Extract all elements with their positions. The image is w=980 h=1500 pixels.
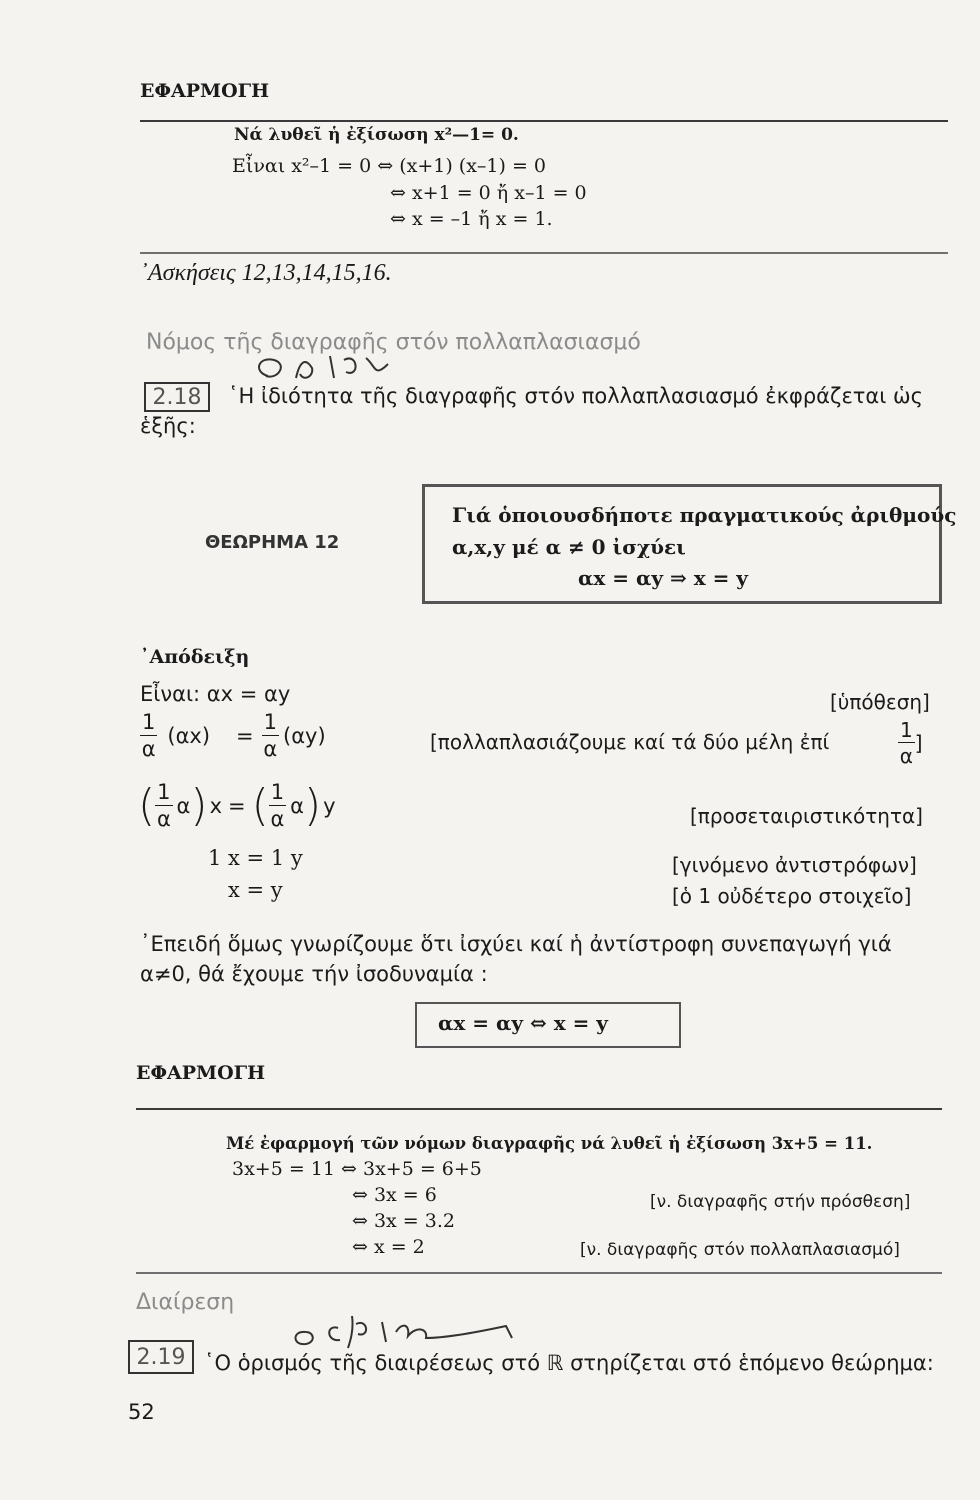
justification: [ν. διαγραφῆς στόν πολλαπλασιασμό] [580, 1240, 900, 1260]
fraction [140, 712, 157, 760]
section-intro: ῾Ο ὁρισμός τῆς διαιρέσεως στό ℝ στηρίζεται στό ἑπόμενο θεώρημα: [204, 1351, 934, 1375]
section-intro: ῾Η ἰδιότητα τῆς διαγραφῆς στόν πολλαπλασιασμό ἐκφράζεται ὡς [228, 384, 923, 408]
section-intro-cont: ἑξῆς: [140, 414, 196, 438]
proof-title: ᾿Απόδειξη [140, 646, 250, 668]
solution-line: ⇔ x = –1 ἤ x = 1. [390, 208, 553, 230]
conclusion-text: ᾿Επειδή ὅμως γνωρίζουμε ὅτι ἰσχύει καί ἡ ἀντίστροφη συνεπαγωγή γιά [140, 932, 892, 956]
section-title: Διαίρεση [136, 1290, 235, 1315]
justification-fraction [898, 720, 923, 766]
section-number-box: 2.18 [144, 382, 210, 412]
symbol: α [176, 794, 191, 818]
section-number-box: 2.19 [128, 1340, 194, 1374]
divider [140, 120, 948, 122]
equals-sign: = [228, 794, 246, 818]
application-heading: ΕΦΑΡΜΟΓΗ [140, 80, 270, 102]
divider [136, 1272, 942, 1274]
paren: ( [251, 780, 269, 831]
theorem-line: α,x,y μέ α ≠ 0 ἰσχύει [452, 535, 686, 559]
justification: [προσεταιριστικότητα] [690, 804, 923, 828]
problem-statement: Νά λυθεῖ ἡ ἐξίσωση x²—1= 0. [234, 125, 519, 145]
conclusion-text: α≠0, θά ἔχουμε τήν ἰσοδυναμία : [140, 962, 488, 986]
proof-line: 1 x = 1 y [208, 846, 303, 870]
denominator: α [270, 807, 285, 831]
page-number: 52 [128, 1400, 155, 1424]
numerator: 1 [263, 710, 278, 734]
numerator: 1 [900, 718, 913, 742]
numerator: 1 [270, 780, 285, 804]
theorem-statement: αx = αy ⇒ x = y [578, 566, 748, 590]
equals-sign: = [236, 724, 254, 748]
denominator: α [156, 807, 171, 831]
handwritten-scribble [248, 338, 398, 386]
solution-line: 3x+5 = 11 ⇔ 3x+5 = 6+5 [232, 1158, 482, 1180]
denominator: α [141, 737, 156, 761]
solution-line: ⇔ 3x = 6 [352, 1184, 437, 1206]
divider [140, 252, 948, 254]
solution-line: ⇔ x+1 = 0 ἤ x–1 = 0 [390, 182, 587, 204]
numerator: 1 [142, 710, 156, 734]
bracket: ] [914, 731, 923, 755]
proof-line: x = y [228, 878, 283, 902]
exercises-reference: ᾿Ασκήσεις 12,13,14,15,16. [140, 260, 392, 286]
justification: [ὁ 1 οὐδέτερο στοιχεῖο] [672, 884, 912, 908]
equivalence-statement: αx = αy ⇔ x = y [438, 1011, 608, 1035]
term: (αx) [167, 724, 211, 748]
proof-line: Εἶναι: αx = αy [140, 682, 291, 706]
denominator: α [263, 737, 278, 761]
paren: ) [304, 780, 322, 831]
handwritten-scribble [278, 1302, 528, 1352]
fraction [155, 782, 172, 830]
solution-line: Εἶναι x²–1 = 0 ⇔ (x+1) (x–1) = 0 [232, 155, 547, 177]
problem-statement: Μέ ἐφαρμογή τῶν νόμων διαγραφῆς νά λυθεῖ ἡ ἐξίσωση 3x+5 = 11. [226, 1134, 873, 1153]
theorem-label: ΘΕΩΡΗΜΑ 12 [205, 532, 340, 553]
section-title: Νόμος τῆς διαγραφῆς στόν πολλαπλασιασμό [146, 330, 641, 355]
solution-line: ⇔ x = 2 [352, 1236, 425, 1258]
justification: [ν. διαγραφῆς στήν πρόσθεση] [650, 1192, 911, 1212]
term: (αy) [283, 724, 326, 748]
denominator: α [899, 744, 913, 768]
numerator: 1 [157, 780, 171, 804]
proof-line-fraction [140, 712, 326, 760]
theorem-line: Γιά ὁποιουσδήποτε πραγματικούς ἀριθμούς [452, 503, 957, 527]
divider [136, 1108, 942, 1110]
symbol: α [290, 794, 304, 818]
paren: ( [138, 780, 156, 831]
proof-line-parenthesized [138, 782, 336, 830]
fraction [269, 782, 286, 830]
justification: [γινόμενο ἀντιστρόφων] [672, 853, 917, 877]
symbol: x [209, 794, 222, 818]
fraction [262, 712, 279, 760]
paren: ) [190, 780, 208, 831]
fraction [898, 720, 915, 766]
application-heading: ΕΦΑΡΜΟΓΗ [136, 1062, 266, 1084]
symbol: y [323, 794, 336, 818]
solution-line: ⇔ 3x = 3.2 [352, 1210, 455, 1232]
justification: [ὑπόθεση] [830, 690, 930, 714]
justification: [πολλαπλασιάζουμε καί τά δύο μέλη ἐπί [430, 730, 830, 754]
